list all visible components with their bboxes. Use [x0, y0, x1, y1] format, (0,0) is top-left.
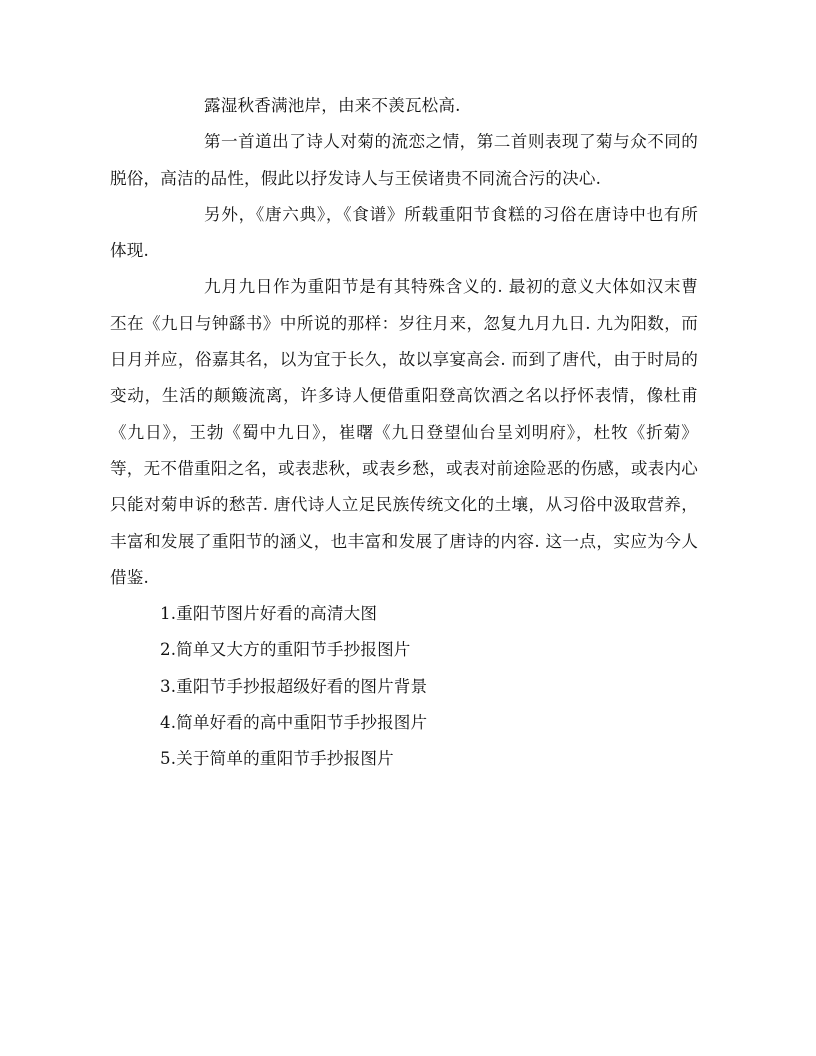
list-item-text: 简单好看的高中重阳节手抄报图片: [176, 713, 428, 733]
list-item[interactable]: [110, 632, 698, 668]
list-item-number: 5.: [160, 749, 177, 769]
list-item[interactable]: [110, 741, 698, 777]
list-item-text: 关于简单的重阳节手抄报图片: [176, 749, 394, 769]
list-item[interactable]: [110, 705, 698, 741]
list-item-number: 4.: [160, 713, 177, 733]
document-body: [110, 88, 698, 778]
list-item[interactable]: [110, 669, 698, 705]
list-item-number: 1.: [160, 604, 177, 624]
list-item-number: 2.: [160, 640, 177, 660]
list-item-text: 重阳节图片好看的高清大图: [176, 604, 378, 624]
list-item-text: 简单又大方的重阳节手抄报图片: [176, 640, 411, 660]
related-links-list: [110, 596, 698, 777]
paragraph-food-customs: 另外，《唐六典》，《食谱》所载重阳节食糕的习俗在唐诗中也有所体现.: [110, 204, 698, 261]
poem-line: 露湿秋香满池岸，由来不羡瓦松高.: [204, 96, 461, 115]
list-item-number: 3.: [160, 676, 177, 696]
paragraph-chrysanthemum-poems: 第一首道出了诗人对菊的流恋之情，第二首则表现了菊与众不同的脱俗，高洁的品性，假此以抒发诗人与王侯诸贵不同流合污的决心.: [110, 132, 698, 188]
list-item[interactable]: [110, 596, 698, 632]
paragraph-double-ninth-meaning: 九月九日作为重阳节是有其特殊含义的. 最初的意义大体如汉末曹丕在《九日与钟繇书》中所说的那样：岁往月来，忽复九月九日. 九为阳数，而日月并应，俗嘉其名，以为宜于长久，故以享宴高会. 而到了唐代，由于时局的变动，生活的颠簸流离，许多诗人便借重阳登高饮酒之名以抒怀表情，像杜甫《九日》，王勃《蜀中九日》，崔曙《九日登望仙台呈刘明府》，杜牧《折菊》等，无不借重阳之名，或表悲秋，或表乡愁，或表对前途险恶的伤感，或表内心只能对菊申诉的愁苦. 唐代诗人立足民族传统文化的土壤，从习俗中汲取营养，丰富和发展了重阳节的涵义，也丰富和发展了唐诗的内容. 这一点，实应为今人借鉴.: [110, 277, 698, 587]
list-item-text: 重阳节手抄报超级好看的图片背景: [176, 676, 428, 696]
